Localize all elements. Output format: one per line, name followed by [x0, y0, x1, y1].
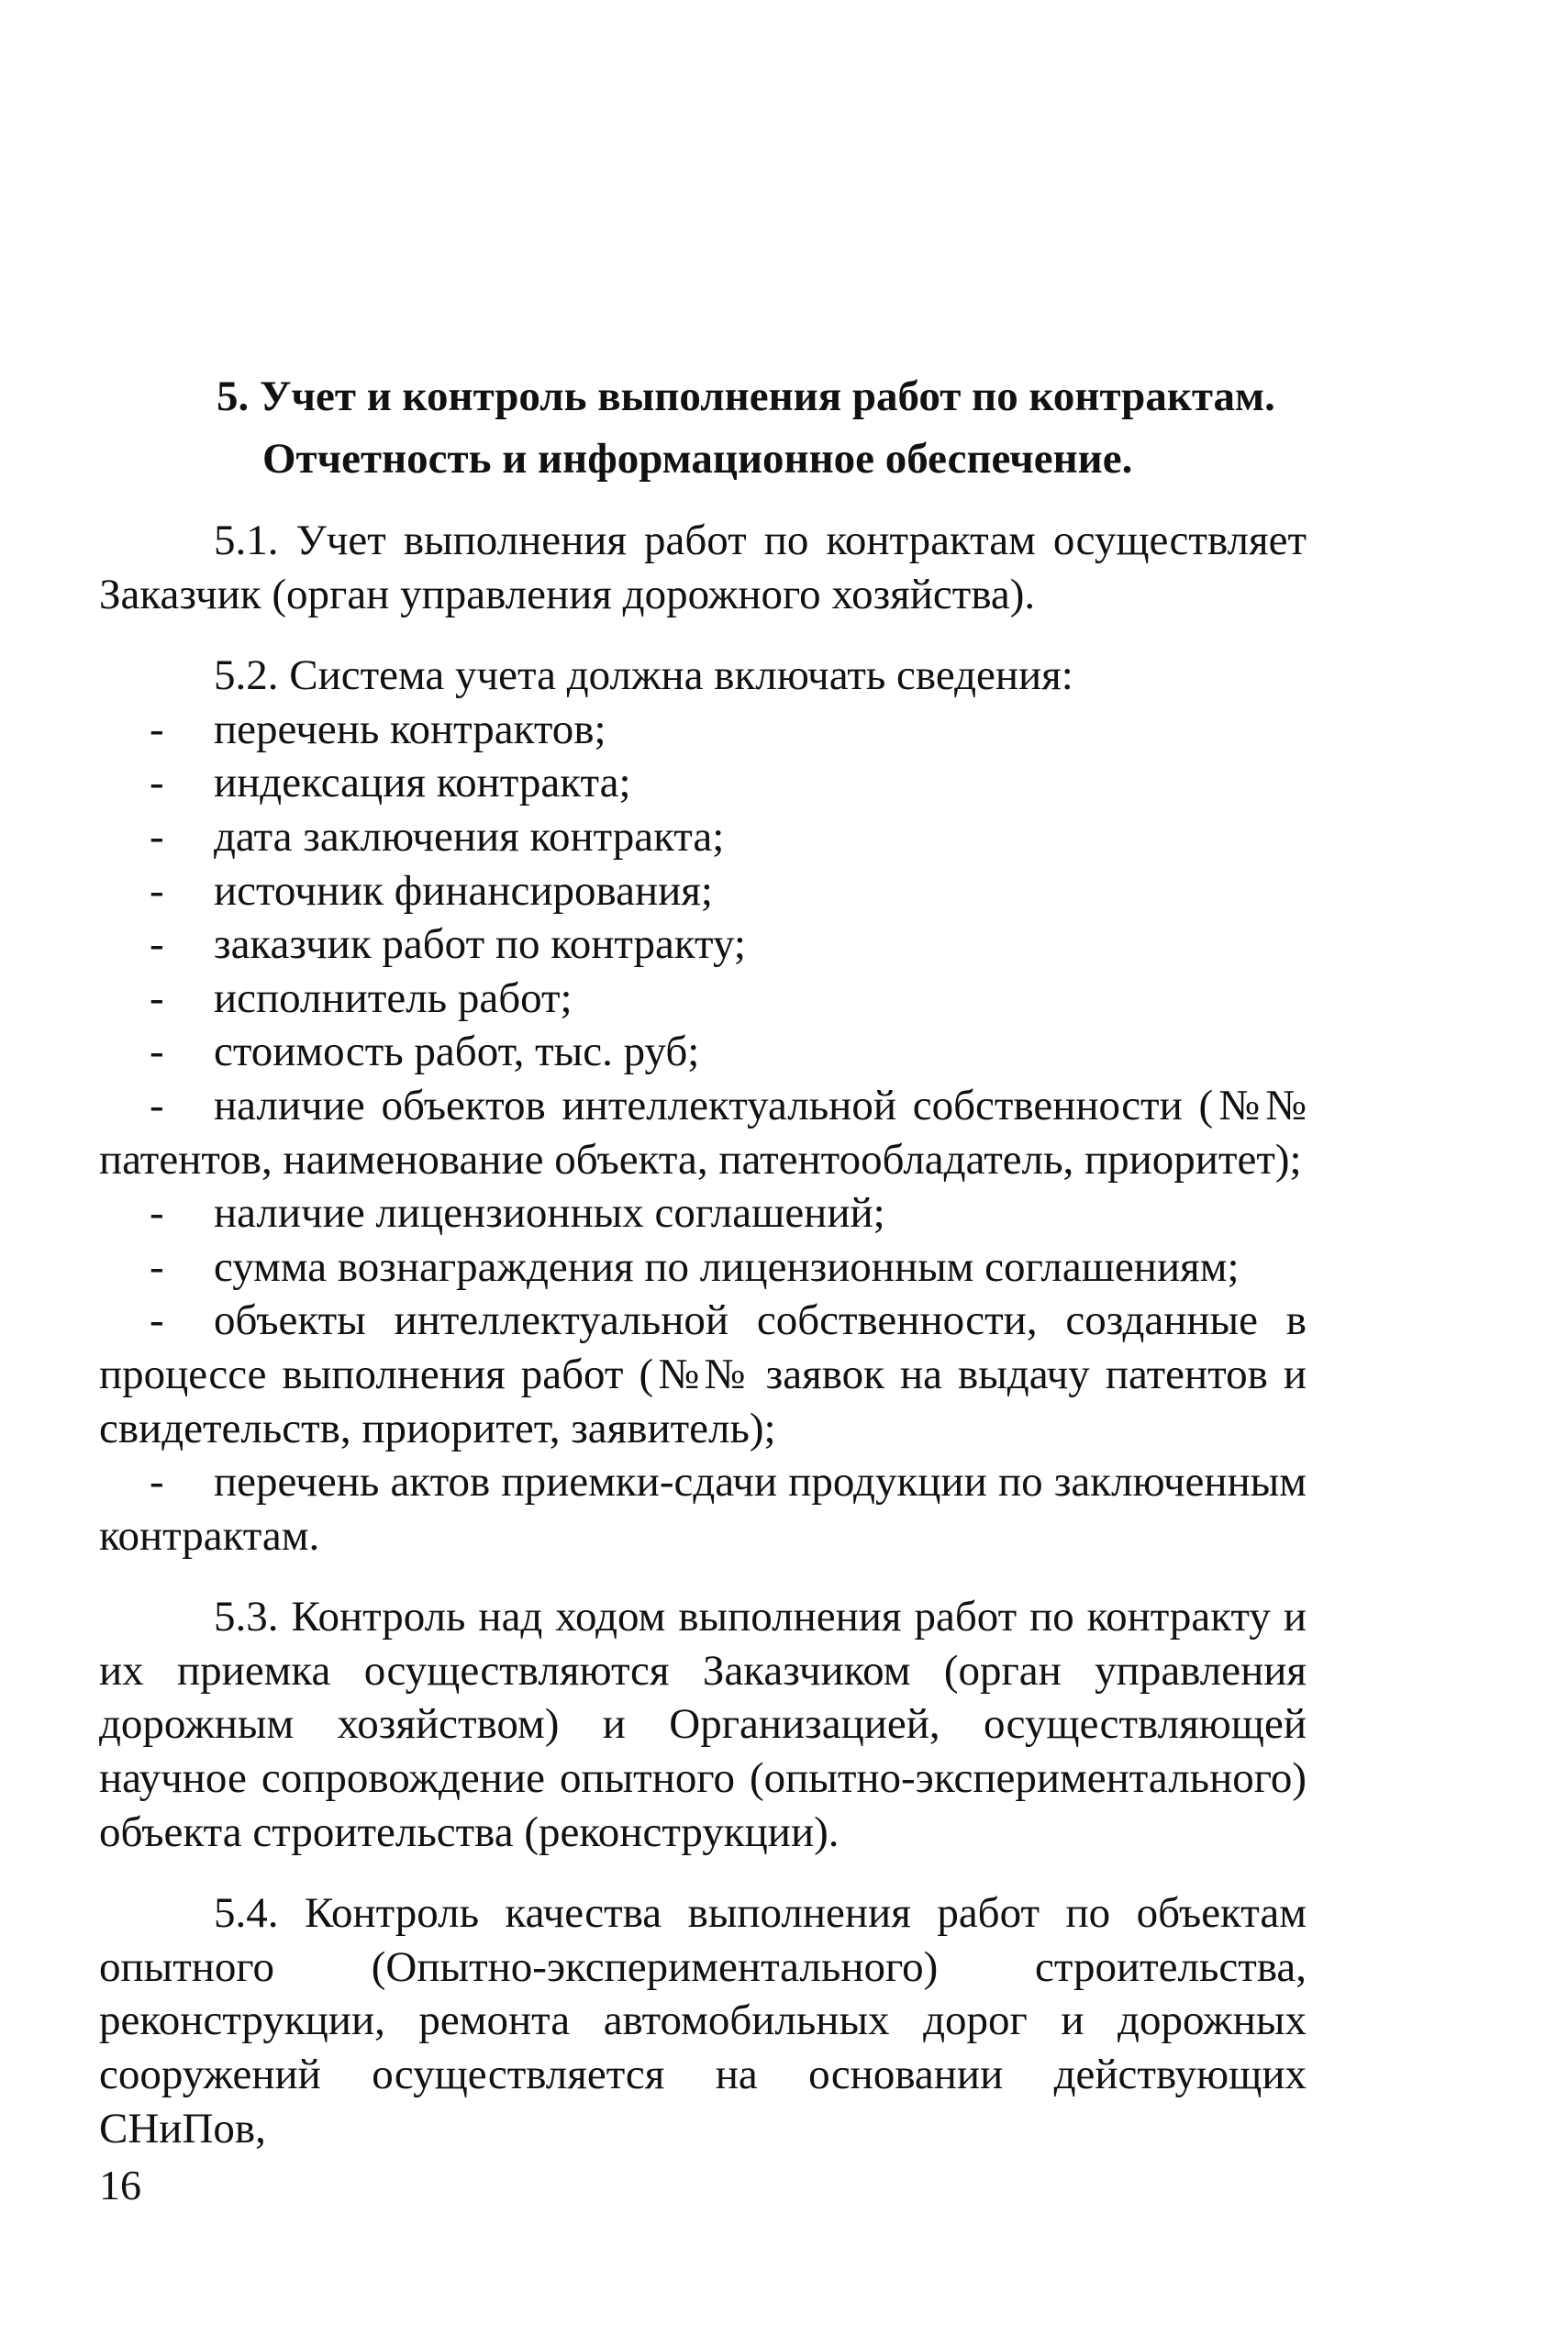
list-item: - стоимость работ, тыс. руб; — [150, 1028, 700, 1076]
paragraph-5-3: 5.3. Контроль над ходом выполнения работ по контракту и их приемка осуществляются Заказчиком (орган управления дорожным хозяйством) и Организацией, осуществляющей научное сопровождение опытного (опытно-экспериментального) объекта строительства (реконструкции). — [99, 1593, 1307, 1856]
list-item: - индексация контракта; — [150, 759, 631, 807]
list-item: - исполнитель работ; — [150, 973, 573, 1022]
paragraph-5-1: 5.1. Учет выполнения работ по контрактам осуществляет Заказчик (орган управления дорожного хозяйства). — [99, 517, 1307, 618]
paragraph-5-2-intro: 5.2. Система учета должна включать сведения: — [214, 651, 1073, 700]
list-item: - дата заключения контракта; — [150, 812, 725, 861]
list-item: - перечень контрактов; — [150, 705, 606, 753]
list-item: - сумма вознаграждения по лицензионным соглашениям; — [150, 1242, 1240, 1291]
info-list — [99, 703, 1307, 1563]
list-item: - наличие лицензионных соглашений; — [150, 1189, 885, 1238]
list-item: - источник финансирования; — [150, 866, 713, 915]
list-item: - перечень актов приемки-сдачи продукции по заключенным контрактам. — [99, 1458, 1307, 1560]
heading-line-1: 5. Учет и контроль выполнения работ по контрактам. — [217, 373, 1275, 420]
list-item: - наличие объектов интеллектуальной собственности (№№ патентов, наименование объекта, патентообладатель, приоритет); — [99, 1081, 1307, 1184]
page-number: 16 — [99, 2162, 141, 2208]
list-item: - заказчик работ по контракту; — [150, 920, 746, 969]
section-heading — [217, 365, 1409, 490]
heading-line-2: Отчетность и информационное обеспечение. — [262, 435, 1133, 483]
document-body — [99, 514, 1307, 2155]
paragraph-5-4: 5.4. Контроль качества выполнения работ по объектам опытного (Опытно-экспериментального) строительства, реконструкции, ремонта автомобильных дорог и дорожных сооружений осуществляется на основании действующих СНиПов, — [99, 1889, 1307, 2152]
list-item: - объекты интеллектуальной собственности, созданные в процессе выполнения работ (№№ заявок на выдачу патентов и свидетельств, приоритет, заявитель); — [99, 1296, 1307, 1452]
